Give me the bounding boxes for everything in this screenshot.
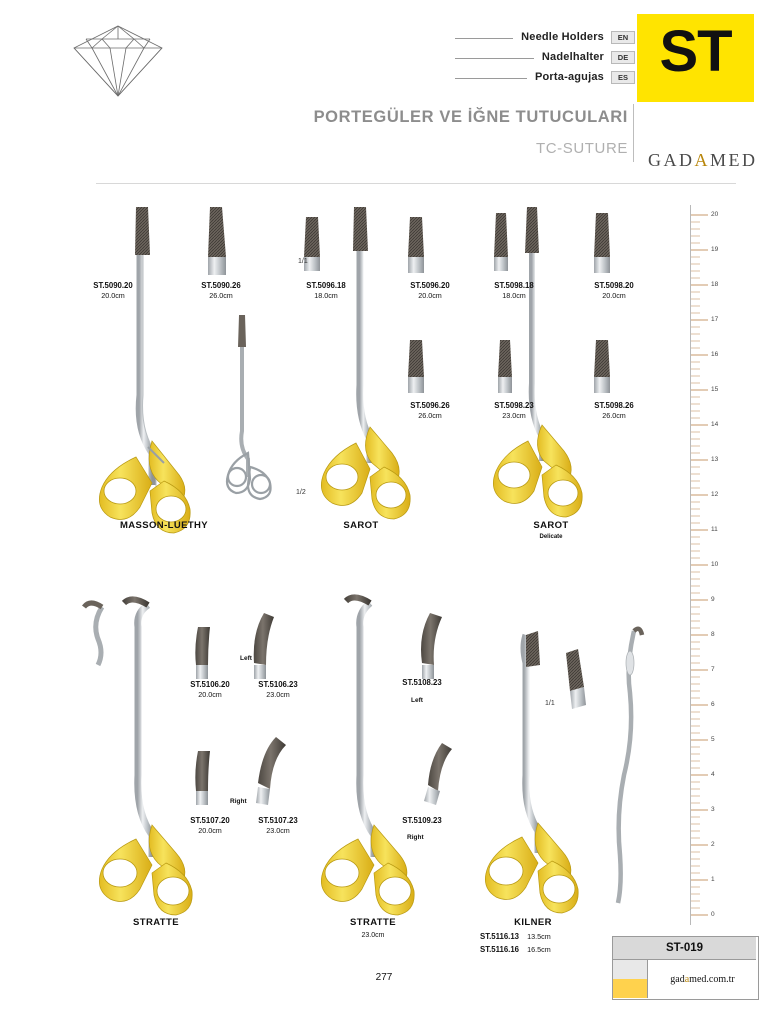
- tip-st-5107-23: [256, 737, 286, 805]
- ruler-label: 20: [711, 211, 719, 218]
- tip-st-5109-23: [424, 743, 452, 805]
- footer-box: [612, 936, 759, 1000]
- item-size: 20.0cm: [418, 291, 442, 300]
- item-code: ST.5098.26: [594, 401, 634, 410]
- tip-st-5090-26: [208, 207, 226, 275]
- language-code-es: ES: [611, 71, 635, 84]
- section-badge-label: ST: [659, 19, 732, 84]
- language-name-en: Needle Holders: [521, 31, 604, 43]
- item-code: ST.5109.23: [402, 816, 442, 825]
- tip-st-5107-20: [195, 751, 210, 805]
- group-name: STRATTE: [133, 917, 179, 928]
- item-code: ST.5116.13: [480, 932, 520, 941]
- item-size: 20.0cm: [198, 826, 222, 835]
- ruler-label: 19: [711, 246, 719, 253]
- item-code: ST.5090.20: [93, 281, 133, 290]
- item-label: [78, 281, 148, 301]
- instrument-stratte-2: [321, 597, 414, 915]
- page-title: PORTEGÜLER VE İĞNE TUTUCULARI: [313, 108, 628, 126]
- ruler-label: 2: [711, 841, 715, 848]
- language-row-es: [455, 68, 635, 86]
- item-label: [480, 945, 590, 955]
- language-name-es: Porta-agujas: [534, 71, 604, 83]
- divider: [455, 58, 534, 59]
- item-size: 23.0cm: [266, 826, 290, 835]
- instrument-kilner-side: [618, 629, 642, 903]
- item-size: 18.0cm: [314, 291, 338, 300]
- ruler-label: 3: [711, 806, 715, 813]
- divider: [96, 183, 736, 184]
- page-number: 277: [375, 972, 393, 983]
- group-name: SAROT: [533, 520, 569, 531]
- hand-tag-right: Right: [407, 834, 424, 841]
- hand-tag-left: Left: [240, 655, 252, 662]
- page-subtitle: TC-SUTURE: [535, 140, 628, 157]
- item-code: ST.5107.20: [190, 816, 230, 825]
- item-code: ST.5096.26: [410, 401, 450, 410]
- item-label: [178, 816, 242, 836]
- scale-tag: 1/1: [298, 258, 308, 265]
- brand-logo: [648, 150, 758, 171]
- item-label: [386, 816, 458, 826]
- ruler-label: 7: [711, 666, 715, 673]
- ruler-label: 17: [711, 316, 719, 323]
- item-size: 18.0cm: [502, 291, 526, 300]
- item-label: [578, 281, 650, 301]
- item-size: 26.0cm: [209, 291, 233, 300]
- tip-st-5106-20: [195, 627, 210, 679]
- instrument-masson-luethy: [99, 207, 190, 533]
- item-size: 20.0cm: [198, 690, 222, 699]
- tip-st-5096-26: [408, 340, 424, 393]
- brand-text-left: GAD: [648, 150, 695, 170]
- swatch-yellow: [613, 979, 647, 998]
- language-name-de: Nadelhalter: [541, 51, 604, 63]
- language-code-en: EN: [611, 31, 635, 44]
- website-mark: a: [684, 973, 690, 985]
- ruler-label: 0: [711, 911, 715, 918]
- item-code: ST.5098.18: [494, 281, 534, 290]
- item-code: ST.5098.20: [594, 281, 634, 290]
- ruler-label: 10: [711, 561, 719, 568]
- item-label: [394, 281, 466, 301]
- tip-st-5098-20: [594, 213, 610, 273]
- brand-text-right: MED: [710, 150, 758, 170]
- ruler-label: 6: [711, 701, 715, 708]
- group-subtitle: 23.0cm: [361, 932, 385, 939]
- tip-st-5098-23: [498, 340, 512, 393]
- ruler-label: 1: [711, 876, 715, 883]
- instrument-masson-luethy-small: [227, 315, 271, 499]
- ruler-label: 15: [711, 386, 719, 393]
- tip-st-5108-23: [421, 613, 442, 679]
- ruler-label: 11: [711, 526, 718, 533]
- instrument-stratte: [99, 599, 192, 915]
- item-size: 26.0cm: [418, 411, 442, 420]
- item-code: ST.5098.23: [494, 401, 534, 410]
- tip-st-5098-18: [494, 213, 508, 271]
- item-size: 20.0cm: [101, 291, 125, 300]
- item-label: [178, 680, 242, 700]
- item-label: [578, 401, 650, 421]
- website-link[interactable]: [649, 960, 756, 998]
- item-label: [246, 680, 310, 700]
- brand-mark: A: [694, 150, 710, 170]
- group-name: KILNER: [514, 917, 552, 928]
- item-code: ST.5116.16: [480, 945, 520, 954]
- divider: [633, 104, 634, 162]
- swatch-grey: [613, 960, 647, 979]
- ruler-label: 8: [711, 631, 715, 638]
- instrument-kilner: [485, 631, 578, 913]
- item-code: ST.5107.23: [258, 816, 298, 825]
- item-size: 26.0cm: [602, 411, 626, 420]
- website-text-left: gad: [670, 973, 685, 985]
- item-size: 16.5cm: [527, 945, 551, 954]
- language-list: [455, 28, 635, 88]
- instrument-sarot: [321, 207, 410, 519]
- group-name: MASSON-LUETHY: [119, 520, 209, 531]
- page-header: [0, 0, 768, 180]
- item-label: [186, 281, 256, 301]
- ruler-label: 12: [711, 491, 719, 498]
- ruler-label: 13: [711, 456, 719, 463]
- item-code: ST.5106.20: [190, 680, 230, 689]
- tip-st-5098-26: [594, 340, 610, 393]
- item-size: 13.5cm: [527, 932, 551, 941]
- tip-st-5096-20: [408, 217, 424, 273]
- ruler-label: 14: [711, 421, 719, 428]
- language-row-de: [455, 48, 635, 66]
- ruler-label: 5: [711, 736, 715, 743]
- item-code: ST.5106.23: [258, 680, 298, 689]
- detail-stratte-jaw: [84, 603, 102, 665]
- item-code: ST.5090.26: [201, 281, 241, 290]
- ruler-label: 16: [711, 351, 719, 358]
- ruler-label: 9: [711, 596, 715, 603]
- group-name: STRATTE: [350, 917, 396, 928]
- divider: [455, 38, 513, 39]
- item-label: [478, 401, 550, 421]
- item-label: [478, 281, 550, 301]
- scale-tag: 1/2: [296, 489, 306, 496]
- divider: [455, 78, 527, 79]
- section-badge: [637, 14, 754, 102]
- ruler-label: 18: [711, 281, 719, 288]
- color-swatches: [613, 960, 648, 998]
- item-code: ST.5108.23: [402, 678, 442, 687]
- hand-tag-right: Right: [230, 798, 247, 805]
- item-label: [480, 932, 590, 942]
- language-row-en: [455, 28, 635, 46]
- tip-st-5106-23: [254, 613, 274, 679]
- item-code: ST.5096.18: [306, 281, 346, 290]
- scale-tag: 1/1: [545, 700, 555, 707]
- diamond-icon: [58, 22, 178, 100]
- item-label: [246, 816, 310, 836]
- ruler-label: 4: [711, 771, 715, 778]
- item-size: 20.0cm: [602, 291, 626, 300]
- language-code-de: DE: [611, 51, 635, 64]
- item-label: [386, 678, 458, 688]
- catalog-code: ST-019: [613, 937, 756, 960]
- hand-tag-left: Left: [411, 697, 423, 704]
- item-code: ST.5096.20: [410, 281, 450, 290]
- group-subtitle: Delicate: [539, 534, 563, 540]
- tip-kilner: [566, 649, 586, 709]
- item-size: 23.0cm: [502, 411, 526, 420]
- instrument-illustrations: [40, 195, 740, 955]
- item-label: [394, 401, 466, 421]
- website-text-right: med.com.tr: [689, 973, 735, 985]
- item-label: [290, 281, 362, 301]
- group-name: SAROT: [343, 520, 379, 531]
- item-size: 23.0cm: [266, 690, 290, 699]
